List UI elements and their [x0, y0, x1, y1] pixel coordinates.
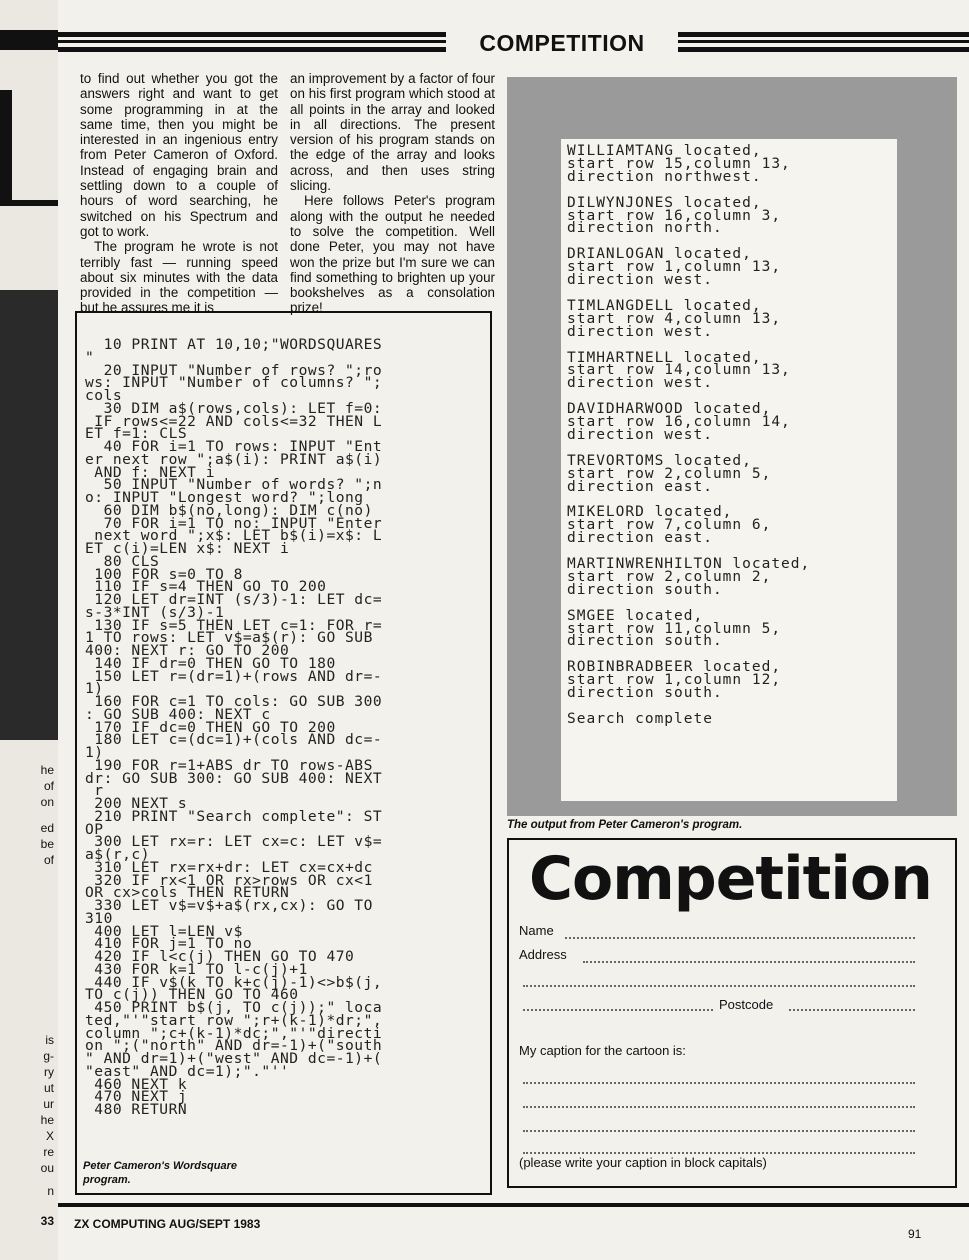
competition-entry-form	[507, 838, 957, 1188]
facing-page-text: ut	[43, 1081, 54, 1095]
facing-page-rule	[0, 30, 58, 50]
caption-field[interactable]	[523, 1106, 915, 1108]
magazine-issue: ZX COMPUTING AUG/SEPT 1983	[74, 1217, 261, 1231]
facing-page-text: re	[43, 1145, 54, 1159]
facing-page-text: g-	[43, 1049, 54, 1063]
form-heading: Competition	[529, 844, 932, 914]
facing-page-text: be	[40, 837, 54, 851]
facing-page-text: X	[45, 1129, 54, 1143]
address-field[interactable]	[523, 985, 915, 987]
facing-page-text: of	[43, 853, 54, 867]
article-paragraph: Here follows Peter's program along with the output he needed to solve the competition. Well done Peter, you may not have won the prize but I'm sure we can find something to brighten up your bookshelves as a consolation prize!	[290, 193, 495, 316]
article-paragraph: an improvement by a factor of four on his first program which stood at all points in the array and looked in all directions. The present version of his program stands on the edge of the array and looks across, and then uses string slicing.	[290, 71, 495, 194]
address-field[interactable]	[583, 961, 915, 963]
footer-rule	[58, 1203, 969, 1207]
facing-page-text: on	[40, 795, 54, 809]
form-note: (please write your caption in block capitals)	[519, 1155, 767, 1170]
caption-field[interactable]	[523, 1130, 915, 1132]
name-field[interactable]	[565, 937, 915, 939]
listing-caption: Peter Cameron's Wordsquare program.	[83, 1160, 238, 1186]
address-field[interactable]	[523, 1009, 713, 1011]
facing-page-cartoon	[0, 290, 58, 740]
facing-page-text: he	[40, 763, 54, 777]
facing-page-text: n	[47, 1184, 54, 1198]
article-column-2	[290, 71, 495, 316]
page-number: 91	[908, 1227, 922, 1241]
article-column-1	[80, 71, 278, 316]
section-title: COMPETITION	[446, 29, 678, 57]
caption-field[interactable]	[523, 1082, 915, 1084]
facing-page-text: ur	[43, 1097, 54, 1111]
postcode-label: Postcode	[719, 997, 774, 1012]
name-label: Name	[519, 923, 554, 938]
facing-page-number: 33	[40, 1214, 54, 1228]
facing-page-graphic	[0, 90, 12, 200]
facing-page-text: he	[40, 1113, 54, 1127]
caption-field[interactable]	[523, 1152, 915, 1154]
facing-page-text: ry	[44, 1065, 54, 1079]
article-paragraph: The program he wrote is not terribly fast — running speed about six minutes with the data provided in the competition — but he assures me it is	[80, 239, 278, 316]
output-caption: The output from Peter Cameron's program.	[507, 819, 743, 831]
facing-page-text: is	[45, 1033, 54, 1047]
program-output: WILLIAMTANG located, start row 15,column 13, direction northwest. DILWYNJONES located, start row 16,column 3, direction north. DRIANLOGAN located, start row 1,column 13, direction west. TIMLANGDELL located, start row 4,column 13, direction west. TIMHARTNELL located, start row 14,column 13, direction west. DAVIDHARWOOD located, start row 16,column 14, direction west. TREVORTOMS located, start row 2,column 5, direction east. MIKELORD located, start row 7,column 6, direction east. MARTINWRENHILTON located, start row 2,column 2, direction south. SMGEE located, start row 11,column 5, direction south. ROBINBRADBEER located, start row 1,column 12, direction south. Search complete	[567, 143, 811, 727]
facing-page-edge	[0, 0, 58, 1260]
caption-label: My caption for the cartoon is:	[519, 1043, 686, 1058]
postcode-field[interactable]	[789, 1009, 915, 1011]
program-listing: 10 PRINT AT 10,10;"WORDSQUARES " 20 INPUT "Number of rows? ";ro ws: INPUT "Number of columns? "; cols 30 DIM a$(rows,cols): LET f=0: IF rows<=22 AND cols<=32 THEN L ET f=1: CLS 40 FOR i=1 TO rows: INPUT "Ent er next row ";a$(i): PRINT a$(i) AND f: NEXT i 50 INPUT "Number of words? ";n o: INPUT "Longest word? ";long 60 DIM b$(no,long): DIM c(no) 70 FOR i=1 TO no: INPUT "Enter next word ";x$: LET b$(i)=x$: L ET c(i)=LEN x$: NEXT i 80 CLS 100 FOR s=0 TO 8 110 IF s=4 THEN GO TO 200 120 LET dr=INT (s/3)-1: LET dc= s-3*INT (s/3)-1 130 IF s=5 THEN LET c=1: FOR r= 1 TO rows: LET v$=a$(r): GO SUB 400: NEXT r: GO TO 200 140 IF dr=0 THEN GO TO 180 150 LET r=(dr=1)+(rows AND dr=- 1) 160 FOR c=1 TO cols: GO SUB 300 : GO SUB 400: NEXT c 170 IF dc=0 THEN GO TO 200 180 LET c=(dc=1)+(cols AND dc=- 1) 190 FOR r=1+ABS dr TO rows-ABS dr: GO SUB 300: GO SUB 400: NEXT r 200 NEXT s 210 PRINT "Search complete": ST OP 300 LET rx=r: LET cx=c: LET v$= a$(r,c) 310 LET rx=rx+dr: LET cx=cx+dc 320 IF rx<1 OR rx>rows OR cx<1 OR cx>cols THEN RETURN 330 LET v$=v$+a$(rx,cx): GO TO 310 400 LET l=LEN v$ 410 FOR j=1 TO no 420 IF l<c(j) THEN GO TO 470 430 FOR k=1 TO l-c(j)+1 440 IF v$(k TO k+c(j)-1)<>b$(j, TO c(j)) THEN GO TO 460 450 PRINT b$(j, TO c(j));" loca ted,"'"start row ";r+(k-1)*dr;", column ";c+(k-1)*dc;","'"directi on ";("north" AND dr=-1)+("south " AND dr=1)+("west" AND dc=-1)+( "east" AND dc=1);"."'' 460 NEXT k 470 NEXT j 480 RETURN	[85, 336, 383, 1118]
address-label: Address	[519, 947, 567, 962]
output-screen	[561, 139, 897, 801]
facing-page-text: of	[43, 779, 54, 793]
facing-page-graphic	[0, 200, 58, 206]
program-output-photo	[507, 77, 957, 816]
facing-page-text: ed	[40, 821, 54, 835]
article-paragraph: to find out whether you got the answers right and want to get some programming in at the same time, then you might be interested in an ingenious entry from Peter Cameron of Oxford. Instead of engaging brain and settling down to a couple of hours of word searching, he switched on his Spectrum and got to work.	[80, 71, 278, 239]
program-listing-box	[75, 311, 492, 1195]
section-header	[58, 30, 969, 56]
facing-page-text: ou	[40, 1161, 54, 1175]
